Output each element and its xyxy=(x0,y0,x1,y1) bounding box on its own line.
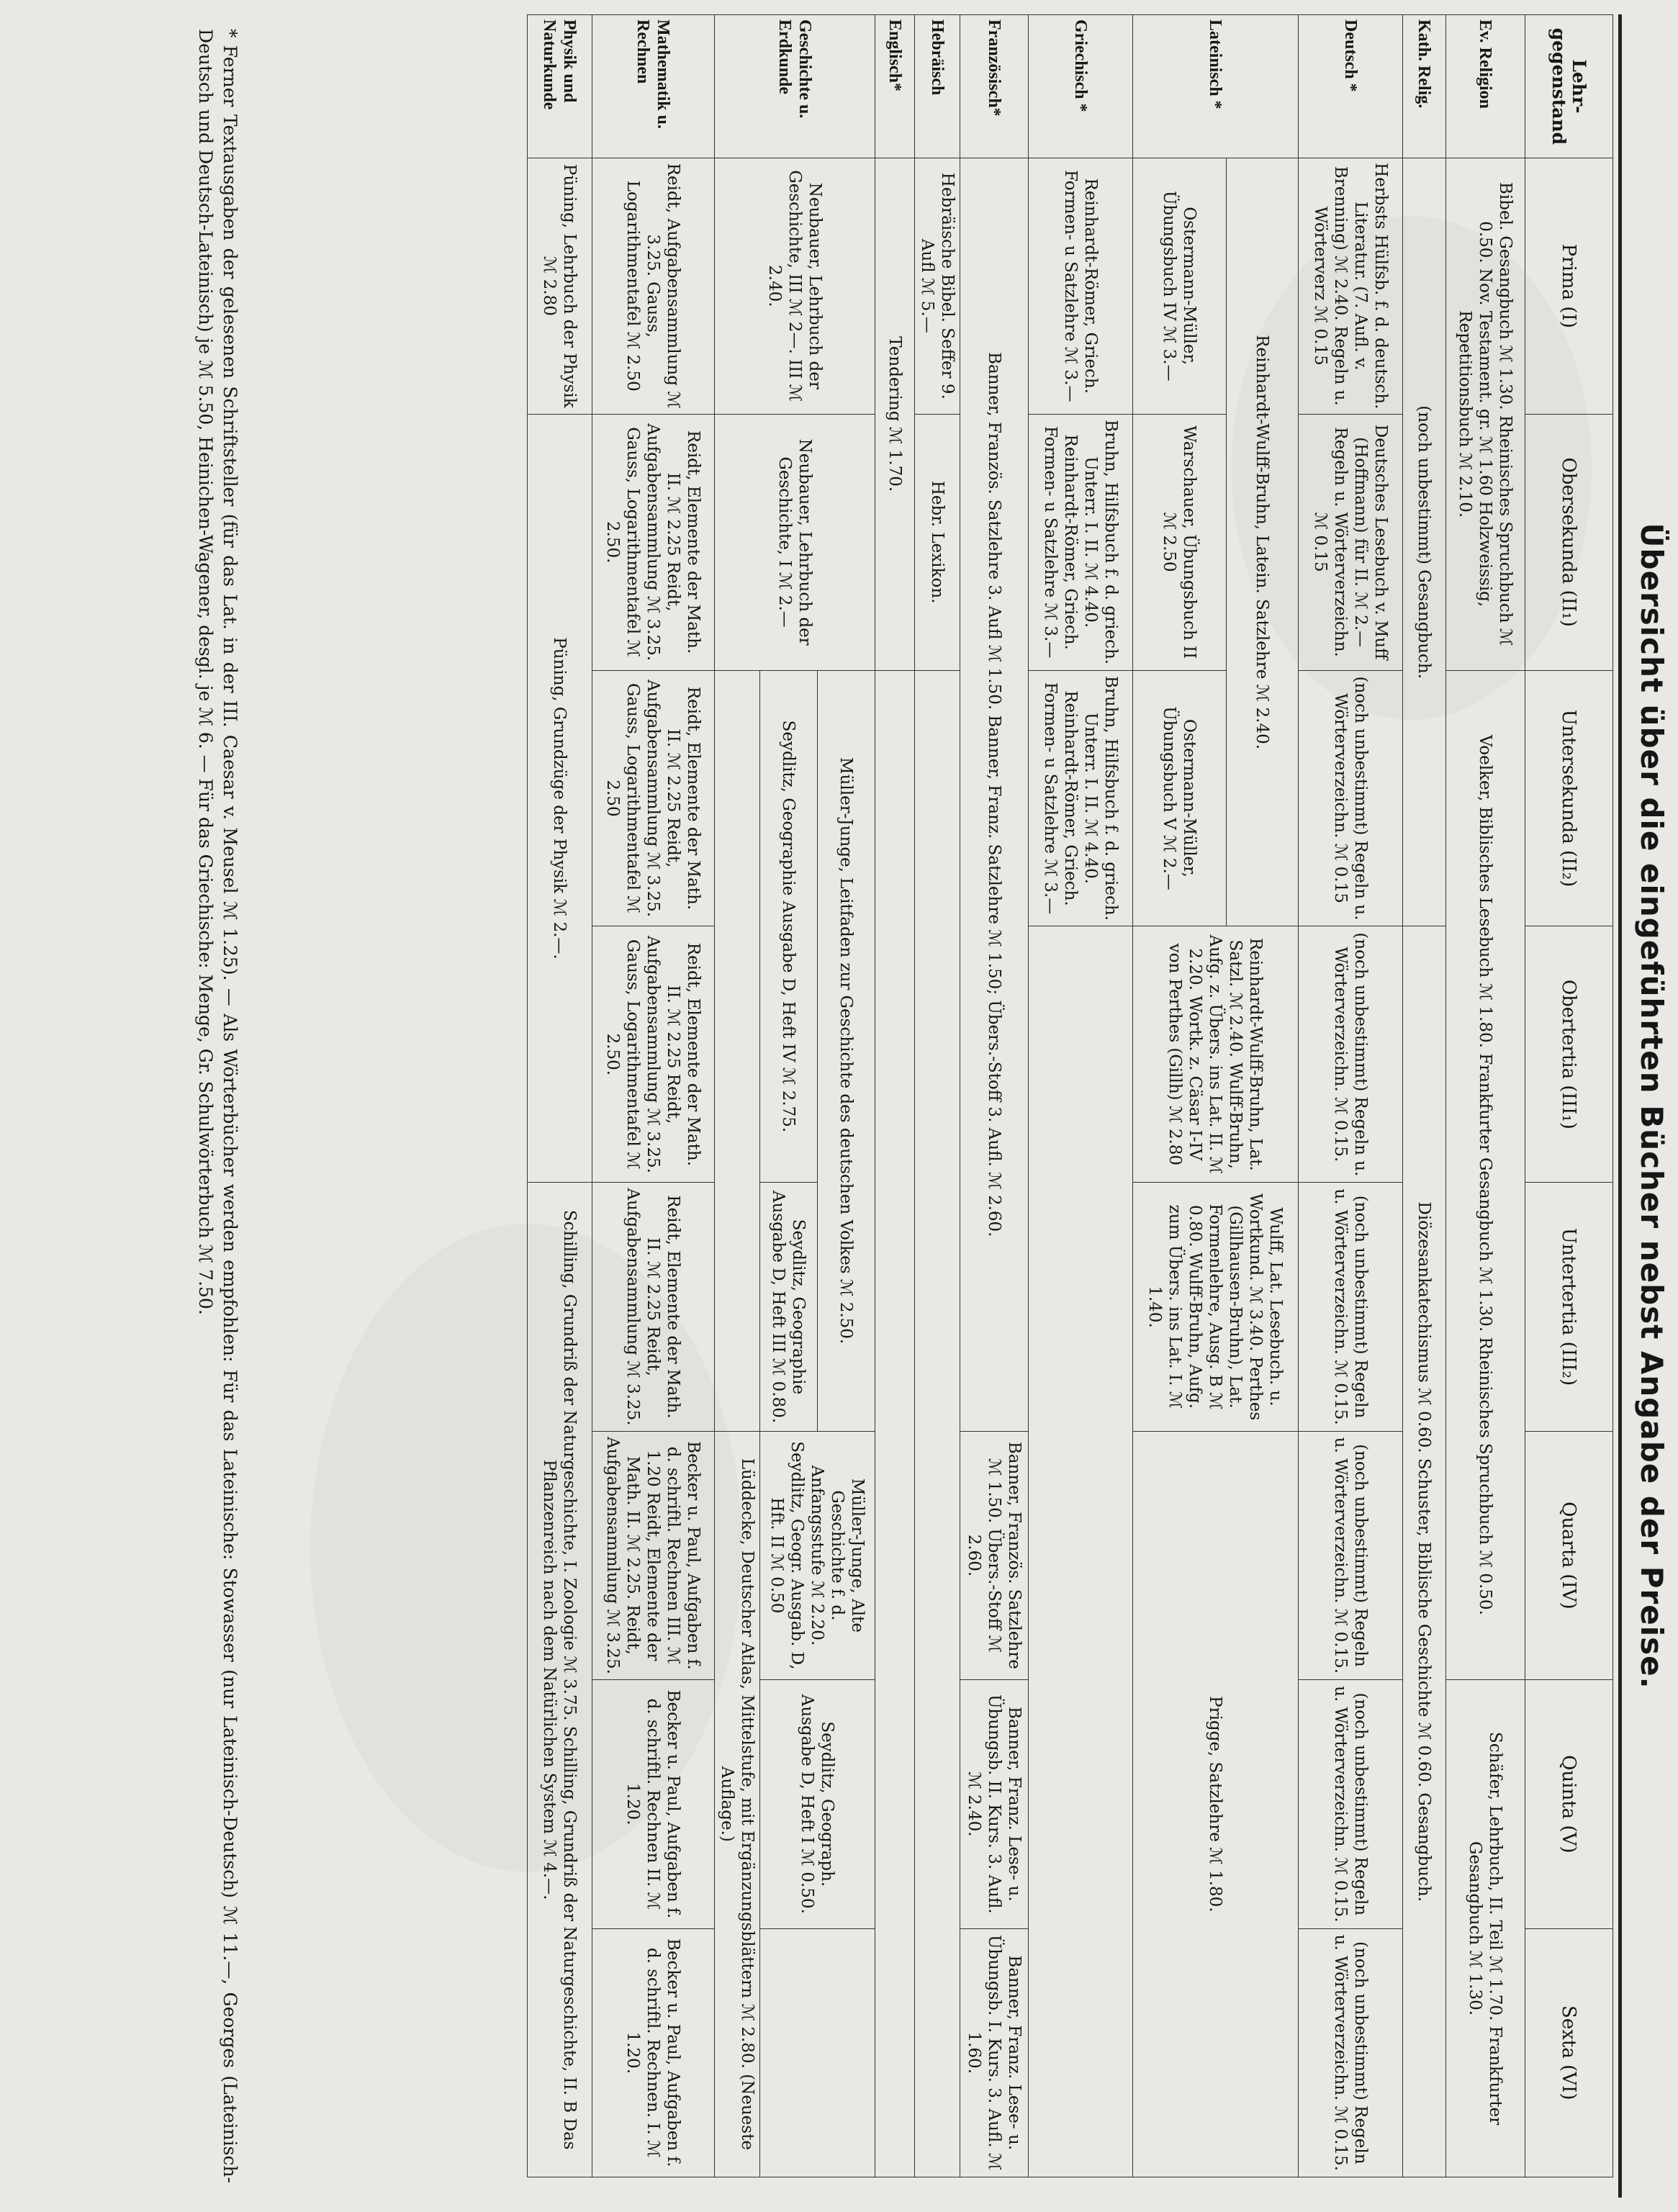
table-row xyxy=(1403,15,1446,2177)
table-row xyxy=(960,15,1029,2177)
subject-lateinisch: Lateinisch * xyxy=(1133,15,1299,158)
cell: (noch unbestimmt) Regeln u. Wörterverzeichn. ℳ 0.15 xyxy=(1299,670,1403,926)
subject-hebraeisch: Hebräisch xyxy=(915,15,960,158)
cell: Warschauer, Übungsbuch II ℳ 2.50 xyxy=(1133,414,1227,670)
cell: Reinhardt-Wulff-Bruhn, Latein. Satzlehre ℳ 2.40. xyxy=(1227,158,1299,926)
table-row xyxy=(1227,15,1299,2177)
cell xyxy=(915,670,960,2177)
cell: Reidt, Elemente der Math. II. ℳ 2.25 Reidt, Aufgabensammlung ℳ 3.25. xyxy=(592,1183,715,1431)
cell: Banner, Französ. Satzlehre 3. Aufl ℳ 1.50. Banner, Franz. Satzlehre ℳ 1.50; Übers.-Stoff 3. Aufl. ℳ 2.60. xyxy=(960,158,1029,1431)
cell: Tendering ℳ 1.70. xyxy=(875,158,915,670)
cell: (noch unbestimmt) Regeln u. Wörterverzeichn. ℳ 0.15. xyxy=(1299,1680,1403,1928)
cell xyxy=(1029,926,1133,2177)
col-header-prima: Prima (I) xyxy=(1525,158,1613,414)
cell: Banner, Franz. Lese- u. Übungsb. II. Kurs. 3. Aufl. ℳ 2.40. xyxy=(960,1680,1029,1928)
table-row xyxy=(1299,15,1403,2177)
book-table xyxy=(527,14,1613,2177)
cell: (noch unbestimmt) Regeln u. Wörterverzeichn. ℳ 0.15. xyxy=(1299,926,1403,1183)
cell: Reinhardt-Wulff-Bruhn, Lat. Satzl. ℳ 2.40. Wulff-Bruhn, Aufg. z. Übers. ins Lat. II. ℳ 2.20. Wortk. z. Cäsar I-IV von Perthes (Gillh) ℳ 2.80 xyxy=(1133,926,1299,1183)
cell xyxy=(875,670,915,2177)
col-header-untertertia: Untertertia (III₂) xyxy=(1525,1183,1613,1431)
cell: Püning, Lehrbuch der Physik ℳ 2.80 xyxy=(528,158,592,414)
cell: Reidt, Elemente der Math. II. ℳ 2.25 Reidt, Aufgabensammlung ℳ 3.25. Gauss, Logarithmentafel ℳ 2.50. xyxy=(592,414,715,670)
col-header-obertertia: Obertertia (III₁) xyxy=(1525,926,1613,1183)
cell: (noch unbestimmt) Regeln u. Wörterverzeichn. ℳ 0.15. xyxy=(1299,1431,1403,1679)
cell: Neubauer, Lehrbuch der Geschichte, III ℳ 2—. III ℳ 2.40. xyxy=(715,158,875,414)
cell: Müller-Junge, Alte Geschichte f. d. Anfangsstufe ℳ 2.20. Seydlitz, Geogr. Ausgab. D, Hft. II ℳ 0.50 xyxy=(760,1431,875,1679)
cell: Seydlitz, Geographie Ausgabe D, Heft IV ℳ 2.75. xyxy=(760,670,818,1183)
col-header-sexta: Sexta (VI) xyxy=(1525,1928,1613,2177)
cell: Lüddecke, Deutscher Atlas, Mittelstufe, mit Ergänzungsblättern ℳ 2.80. (Neueste Auflage.) xyxy=(715,1431,760,2177)
cell: Becker u. Paul, Aufgaben f. d. schriftl. Rechnen. I. ℳ 1.20. xyxy=(592,1928,715,2177)
footnote: * Ferner Textausgaben der gelesenen Schriftsteller (für das Lat. in der III. Caesar v. Meusel ℳ 1.25). — Als Wörterbücher werden empfohlen: Für das Lateinische: Stowasser (nur Lateinisch-Deutsch) ℳ 11.—, Georges (Lateinisch-Deutsch und Deutsch-Lateinisch) je ℳ 5.50, Heinichen-Wagener, desgl. je ℳ 6. — Für das Griechische: Menge, Gr. Schulwörterbuch ℳ 7.50. xyxy=(195,29,240,2183)
cell: Hebr. Lexikon. xyxy=(915,414,960,670)
cell: Bruhn, Hilfsbuch f. d. griech. Unterr. I. II. ℳ 4.40. Reinhardt-Römer, Griech. Formen- u Satzlehre ℳ 3.— xyxy=(1029,670,1133,926)
subject-geschichte: Geschichte u. Erdkunde xyxy=(715,15,875,158)
subject-deutsch: Deutsch * xyxy=(1299,15,1403,158)
table-row xyxy=(915,15,960,2177)
cell: Neubauer, Lehrbuch der Geschichte, I ℳ 2.— xyxy=(715,414,875,670)
cell: Reidt, Elemente der Math. II. ℳ 2.25 Reidt, Aufgabensammlung ℳ 3.25. Gauss, Logarithmentafel ℳ 2.50. xyxy=(592,926,715,1183)
subject-griechisch: Griechisch * xyxy=(1029,15,1133,158)
cell: Hebräische Bibel. Seffer 9. Aufl ℳ 5.— xyxy=(915,158,960,414)
cell: Ostermann-Müller, Übungsbuch V ℳ 2.— xyxy=(1133,670,1227,926)
table-row xyxy=(1446,15,1525,2177)
subject-franzoesisch: Französisch* xyxy=(960,15,1029,158)
cell: Reinhardt-Römer, Griech. Formen- u Satzlehre ℳ 3.— xyxy=(1029,158,1133,414)
cell: Prigge, Satzlehre ℳ 1.80. xyxy=(1133,1431,1299,2177)
cell: Reidt, Elemente der Math. II. ℳ 2.25 Reidt, Aufgabensammlung ℳ 3.25. Gauss, Logarithmentafel ℳ 2.50 xyxy=(592,670,715,926)
cell xyxy=(760,1928,875,2177)
table-row xyxy=(875,15,915,2177)
cell: Püning, Grundzüge der Physik ℳ 2.—. xyxy=(528,414,592,1183)
subject-physik: Physik und Naturkunde xyxy=(528,15,592,158)
subject-kath-religion: Kath. Relig. xyxy=(1403,15,1446,158)
cell: Deutsches Lesebuch v. Muff (Hoffmann) für II. ℳ 2.— Regeln u. Wörterverzeichn. ℳ 0.15 xyxy=(1299,414,1403,670)
cell: (noch unbestimmt) Regeln u. Wörterverzeichn. ℳ 0.15. xyxy=(1299,1928,1403,2177)
table-row xyxy=(528,15,592,2177)
cell: Müller-Junge, Leitfaden zur Geschichte des deutschen Volkes ℳ 2.50. xyxy=(818,670,875,1431)
cell: Schäfer, Lehrbuch, II. Teil ℳ 1.70. Frankfurter Gesangbuch ℳ 1.30. xyxy=(1446,1680,1525,2177)
table-row xyxy=(818,15,875,2177)
cell: (noch unbestimmt) Gesangbuch. xyxy=(1403,158,1446,926)
cell: Bibel. Gesangbuch ℳ 1.30. Rheinisches Spruchbuch ℳ 0.50. Nov. Testament. gr. ℳ 1.60 Holzweissig, Repetitionsbuch ℳ 2.10. xyxy=(1446,158,1525,670)
header-row xyxy=(1525,15,1613,2177)
col-header-subject: Lehr- gegenstand xyxy=(1525,15,1613,158)
cell: Seydlitz, Geograph. Ausgabe D, Heft I ℳ 0.50. xyxy=(760,1680,875,1928)
cell: Banner, Franz. Lese- u. Übungsb. I. Kurs. 3. Aufl. ℳ 1.60. xyxy=(960,1928,1029,2177)
subject-mathematik: Mathematik u. Rechnen xyxy=(592,15,715,158)
cell: Diözesankatechismus ℳ 0.60. Schuster, Biblische Geschichte ℳ 0.60. Gesangbuch. xyxy=(1403,926,1446,2177)
cell: Becker u. Paul, Aufgaben f. d. schriftl. Rechnen II. ℳ 1.20. xyxy=(592,1680,715,1928)
table-row xyxy=(592,15,715,2177)
cell: Ostermann-Müller, Übungsbuch IV ℳ 3.— xyxy=(1133,158,1227,414)
cell: Becker u. Paul, Aufgaben f. d. schriftl. Rechnen III. ℳ 1.20 Reidt, Elemente der Math. II. ℳ 2.25. Reidt, Aufgabensammlung ℳ 3.25. xyxy=(592,1431,715,1679)
cell: Banner, Französ. Satzlehre ℳ 1.50. Übers.-Stoff ℳ 2.60. xyxy=(960,1431,1029,1679)
page-title: Übersicht über die eingeführten Bücher nebst Angabe der Preise. xyxy=(1634,523,1669,1689)
cell: Schilling, Grundriß der Naturgeschichte, I. Zoologie ℳ 3.75. Schilling, Grundriß der Naturgeschichte, II. B Das Pflanzenreich nach dem Natürlichen System ℳ 4.—. xyxy=(528,1183,592,2177)
subject-ev-religion: Ev. Religion xyxy=(1446,15,1525,158)
col-header-quinta: Quinta (V) xyxy=(1525,1680,1613,1928)
cell: Herbsts Hülfsb. f. d. deutsch. Literatur. (7. Aufl. v. Brenning) ℳ 2.40. Regeln u. Wörterverz ℳ 0.15 xyxy=(1299,158,1403,414)
cell: Bruhn, Hilfsbuch f. d. griech. Unterr. I. II. ℳ 4.40. Reinhardt-Römer, Griech. Formen- u Satzlehre ℳ 3.— xyxy=(1029,414,1133,670)
cell: Seydlitz, Geographie Ausgabe D, Heft III ℳ 0.80. xyxy=(760,1183,818,1431)
cell: Wulff, Lat. Lesebuch. u. Wortkund. ℳ 3.40. Perthes (Gillhausen-Bruhn), Lat. Formenlehre, Ausg. B ℳ 0.80. Wulff-Bruhn, Aufg. zum Übers. ins Lat. I. ℳ 1.40. xyxy=(1133,1183,1299,1431)
col-header-untersekunda: Untersekunda (II₂) xyxy=(1525,670,1613,926)
cell: Reidt, Aufgabensammlung ℳ 3.25. Gauss, Logarithmentafel ℳ 2.50 xyxy=(592,158,715,414)
cell: Voelker, Biblisches Lesebuch ℳ 1.80. Frankfurter Gesangbuch ℳ 1.30. Rheinisches Spruchbuch ℳ 0.50. xyxy=(1446,670,1525,1680)
table-row xyxy=(1029,15,1133,2177)
cell xyxy=(715,670,760,1431)
col-header-quarta: Quarta (IV) xyxy=(1525,1431,1613,1679)
col-header-obersekunda: Obersekunda (II₁) xyxy=(1525,414,1613,670)
title-rule xyxy=(1618,14,1622,2198)
cell: (noch unbestimmt) Regeln u. Wörterverzeichn. ℳ 0.15. xyxy=(1299,1183,1403,1431)
subject-englisch: Englisch* xyxy=(875,15,915,158)
